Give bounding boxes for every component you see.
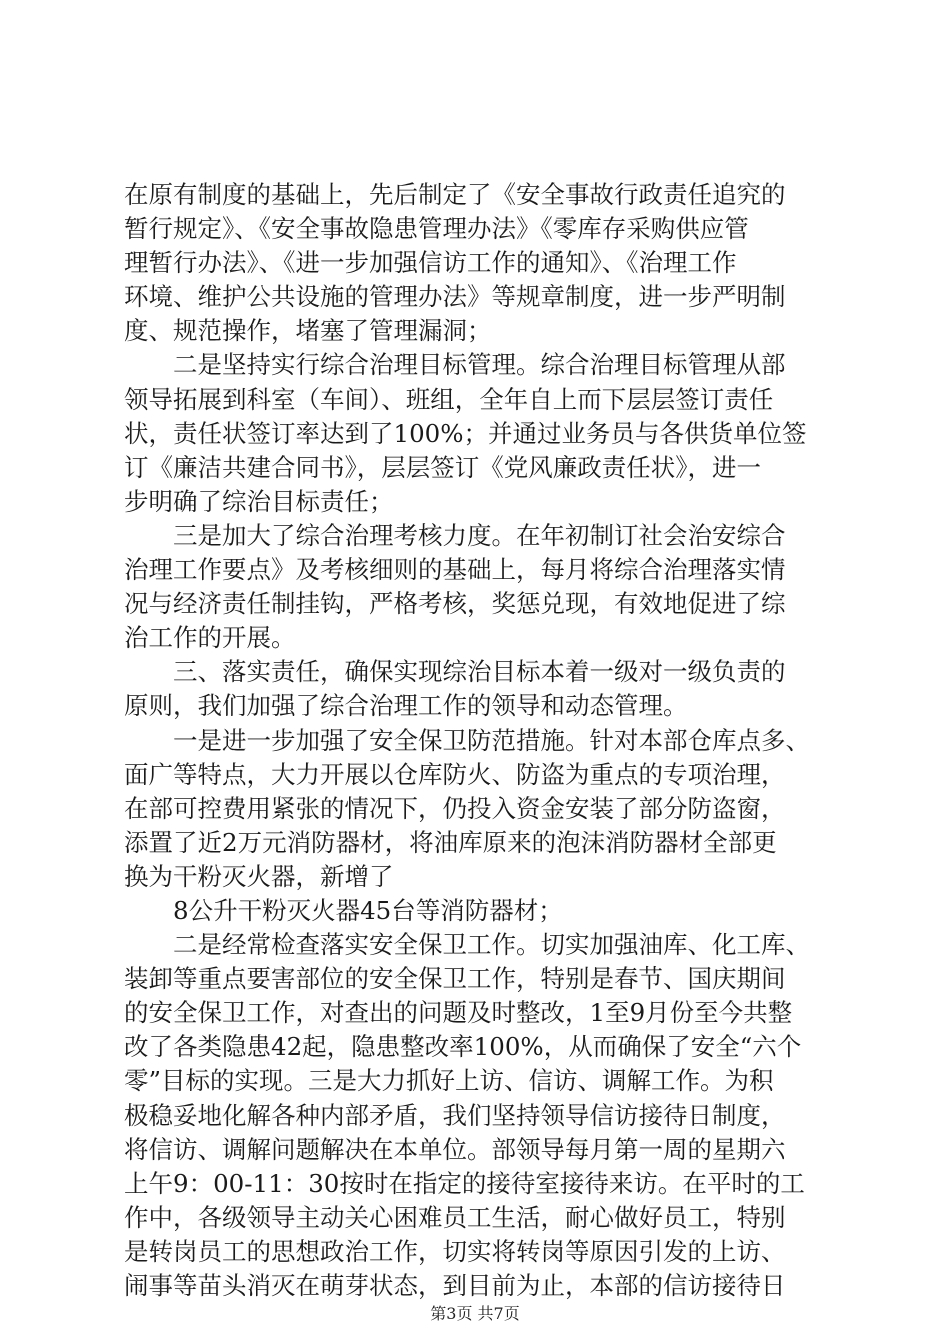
text-line: 暂行规定》、《安全事故隐患管理办法》《零库存采购供应管 [124, 214, 749, 244]
document-body [124, 178, 836, 1303]
text-line: 理暂行办法》、《进一步加强信访工作的通知》、《治理工作 [124, 248, 737, 278]
text-line: 零”目标的实现。三是大力抓好上访、信访、调解工作。为积 [124, 1066, 774, 1096]
text-line: 闹事等苗头消灭在萌芽状态，到目前为止，本部的信访接待日 [124, 1271, 786, 1300]
text-line: 添置了近2万元消防器材，将油库原来的泡沫消防器材全部更 [124, 827, 777, 857]
text-line: 面广等特点，大力开展以仓库防火、防盗为重点的专项治理， [124, 759, 786, 789]
text-line: 领导拓展到科室（车间）、班组，全年自上而下层层签订责任 [124, 384, 774, 414]
text-line: 作中，各级领导主动关心困难员工生活，耐心做好员工，特别 [124, 1202, 786, 1232]
text-line: 治工作的开展。 [124, 623, 296, 653]
text-line: 状，责任状签订率达到了100%；并通过业务员与各供货单位签 [124, 418, 807, 448]
text-line: 换为干粉灭火器，新增了 [124, 861, 394, 891]
text-line: 极稳妥地化解各种内部矛盾，我们坚持领导信访接待日制度， [124, 1100, 786, 1130]
text-line: 在原有制度的基础上，先后制定了《安全事故行政责任追究的 [124, 180, 786, 209]
text-line: 一是进一步加强了安全保卫防范措施。针对本部仓库点多、 [173, 725, 810, 755]
text-line: 改了各类隐患42起，隐患整改率100%，从而确保了安全“六个 [124, 1032, 802, 1062]
text-line: 二是坚持实行综合治理目标管理。综合治理目标管理从部 [173, 350, 786, 380]
text-line: 况与经济责任制挂钩，严格考核，奖惩兑现，有效地促进了综 [124, 589, 786, 619]
text-line: 是转岗员工的思想政治工作，切实将转岗等原因引发的上访、 [124, 1236, 786, 1266]
text-line: 上午9：00-11：30按时在指定的接待室接待来访。在平时的工 [124, 1168, 805, 1198]
text-line: 度、规范操作，堵塞了管理漏洞； [124, 316, 492, 346]
text-line: 环境、维护公共设施的管理办法》等规章制度，进一步严明制 [124, 282, 786, 312]
text-line: 在部可控费用紧张的情况下，仍投入资金安装了部分防盗窗， [124, 793, 786, 823]
page-footer: 第3页 共7页 [430, 1304, 520, 1323]
text-line: 原则，我们加强了综合治理工作的领导和动态管理。 [124, 691, 688, 721]
text-line: 8公升干粉灭火器45台等消防器材； [173, 895, 563, 925]
text-line: 将信访、调解问题解决在本单位。部领导每月第一周的星期六 [124, 1134, 786, 1164]
text-line: 治理工作要点》及考核细则的基础上，每月将综合治理落实情 [124, 555, 786, 585]
text-line: 二是经常检查落实安全保卫工作。切实加强油库、化工库、 [173, 930, 810, 960]
text-line: 三、落实责任，确保实现综治目标本着一级对一级负责的 [173, 657, 786, 687]
text-line: 三是加大了综合治理考核力度。在年初制订社会治安综合 [173, 520, 786, 550]
text-line: 订《廉洁共建合同书》，层层签订《党风廉政责任状》，进一 [124, 452, 761, 482]
text-line: 步明确了综治目标责任； [124, 486, 394, 516]
text-line: 的安全保卫工作，对查出的问题及时整改，1至9月份至今共整 [124, 998, 793, 1028]
text-line: 装卸等重点要害部位的安全保卫工作，特别是春节、国庆期间 [124, 964, 786, 994]
